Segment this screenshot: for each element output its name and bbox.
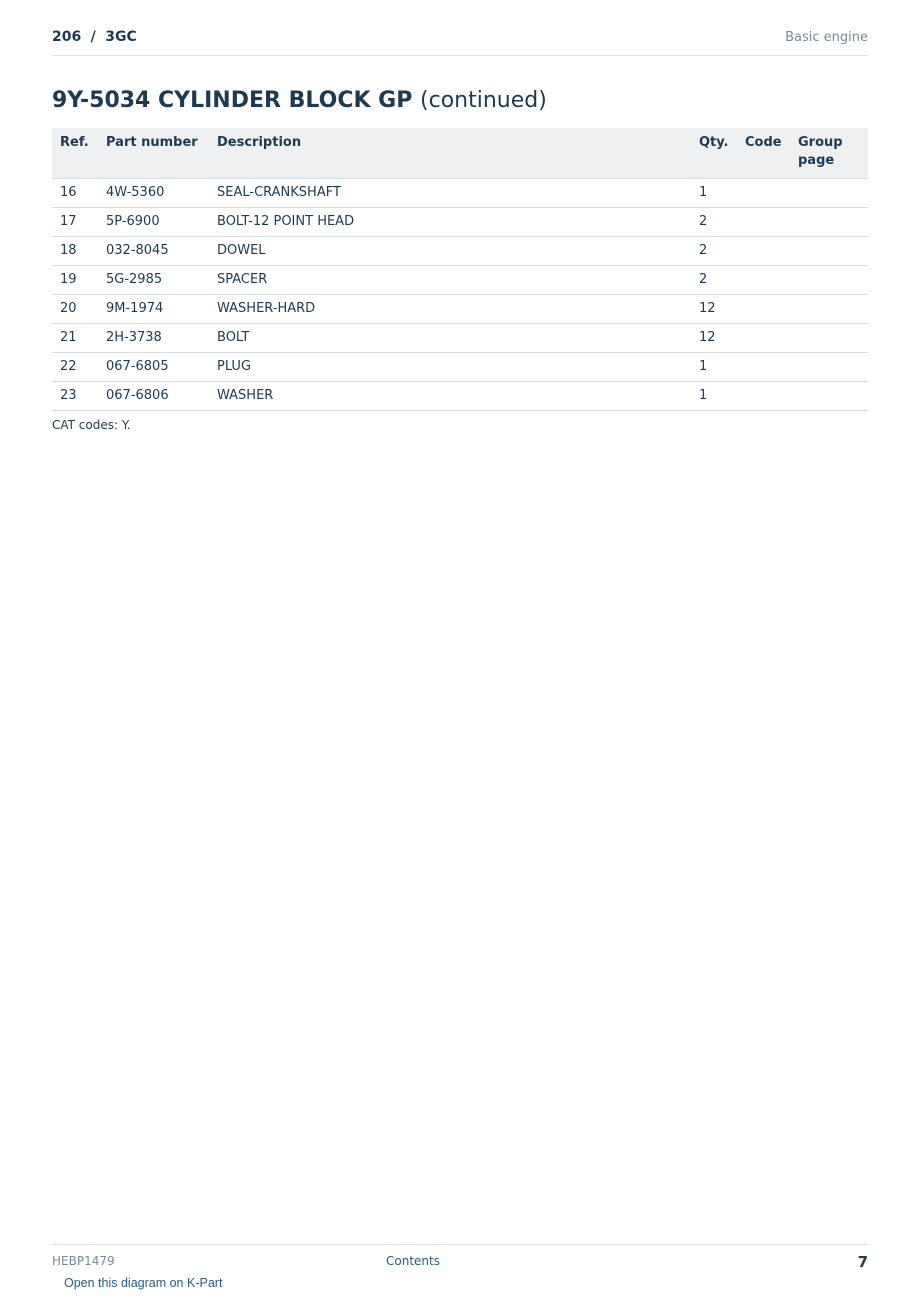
contents-link[interactable]: Contents	[386, 1254, 440, 1268]
cell-code	[737, 237, 790, 266]
breadcrumb-separator: /	[90, 29, 96, 45]
cell-group-page	[790, 179, 868, 208]
cell-ref: 23	[52, 382, 98, 411]
cell-ref: 19	[52, 266, 98, 295]
cell-code	[737, 266, 790, 295]
cell-code	[737, 295, 790, 324]
cell-qty: 2	[691, 266, 737, 295]
page-number: 7	[857, 1253, 868, 1271]
document-id: HEBP1479	[52, 1254, 115, 1268]
breadcrumb	[52, 29, 137, 45]
table-row	[52, 295, 868, 324]
column-header-description: Description	[209, 128, 691, 179]
cell-part-number: 4W-5360	[98, 179, 209, 208]
cell-code	[737, 208, 790, 237]
table-row	[52, 382, 868, 411]
cell-part-number: 067-6806	[98, 382, 209, 411]
table-row	[52, 353, 868, 382]
cell-code	[737, 324, 790, 353]
group-title: 9Y-5034 CYLINDER BLOCK GP	[52, 88, 413, 113]
cat-codes-note: CAT codes: Y.	[52, 418, 131, 432]
cell-group-page	[790, 266, 868, 295]
section-name: Basic engine	[785, 30, 868, 45]
cell-ref: 18	[52, 237, 98, 266]
parts-table	[52, 128, 868, 411]
cell-qty: 2	[691, 208, 737, 237]
table-row	[52, 324, 868, 353]
page-title	[52, 88, 547, 113]
cell-qty: 12	[691, 295, 737, 324]
cell-description: SEAL-CRANKSHAFT	[209, 179, 691, 208]
cell-part-number: 9M-1974	[98, 295, 209, 324]
cell-qty: 1	[691, 179, 737, 208]
page-header	[52, 28, 868, 56]
cell-description: WASHER-HARD	[209, 295, 691, 324]
table-row	[52, 237, 868, 266]
open-kpart-link[interactable]: Open this diagram on K-Part	[64, 1276, 223, 1290]
cell-description: SPACER	[209, 266, 691, 295]
column-header-qty: Qty.	[691, 128, 737, 179]
cell-description: WASHER	[209, 382, 691, 411]
cell-part-number: 032-8045	[98, 237, 209, 266]
parts-table-body	[52, 179, 868, 411]
table-row	[52, 208, 868, 237]
cell-code	[737, 179, 790, 208]
continued-label: (continued)	[420, 88, 547, 113]
column-header-code: Code	[737, 128, 790, 179]
cell-ref: 22	[52, 353, 98, 382]
cell-group-page	[790, 382, 868, 411]
cell-part-number: 5G-2985	[98, 266, 209, 295]
table-header-row	[52, 128, 868, 179]
column-header-group-page: Group page	[790, 128, 868, 179]
cell-ref: 21	[52, 324, 98, 353]
cell-part-number: 067-6805	[98, 353, 209, 382]
cell-qty: 1	[691, 353, 737, 382]
table-row	[52, 266, 868, 295]
cell-code	[737, 382, 790, 411]
column-header-ref: Ref.	[52, 128, 98, 179]
cell-description: BOLT	[209, 324, 691, 353]
cell-group-page	[790, 208, 868, 237]
cell-group-page	[790, 237, 868, 266]
cell-description: DOWEL	[209, 237, 691, 266]
table-row	[52, 179, 868, 208]
cell-group-page	[790, 324, 868, 353]
cell-ref: 20	[52, 295, 98, 324]
model-number: 206	[52, 29, 82, 45]
cell-ref: 16	[52, 179, 98, 208]
cell-qty: 1	[691, 382, 737, 411]
engine-code: 3GC	[105, 29, 137, 45]
cell-qty: 2	[691, 237, 737, 266]
cell-qty: 12	[691, 324, 737, 353]
cell-ref: 17	[52, 208, 98, 237]
cell-description: PLUG	[209, 353, 691, 382]
cell-part-number: 2H-3738	[98, 324, 209, 353]
cell-code	[737, 353, 790, 382]
page-footer	[52, 1244, 868, 1275]
cell-description: BOLT-12 POINT HEAD	[209, 208, 691, 237]
cell-part-number: 5P-6900	[98, 208, 209, 237]
cell-group-page	[790, 295, 868, 324]
column-header-part-number: Part number	[98, 128, 209, 179]
cell-group-page	[790, 353, 868, 382]
